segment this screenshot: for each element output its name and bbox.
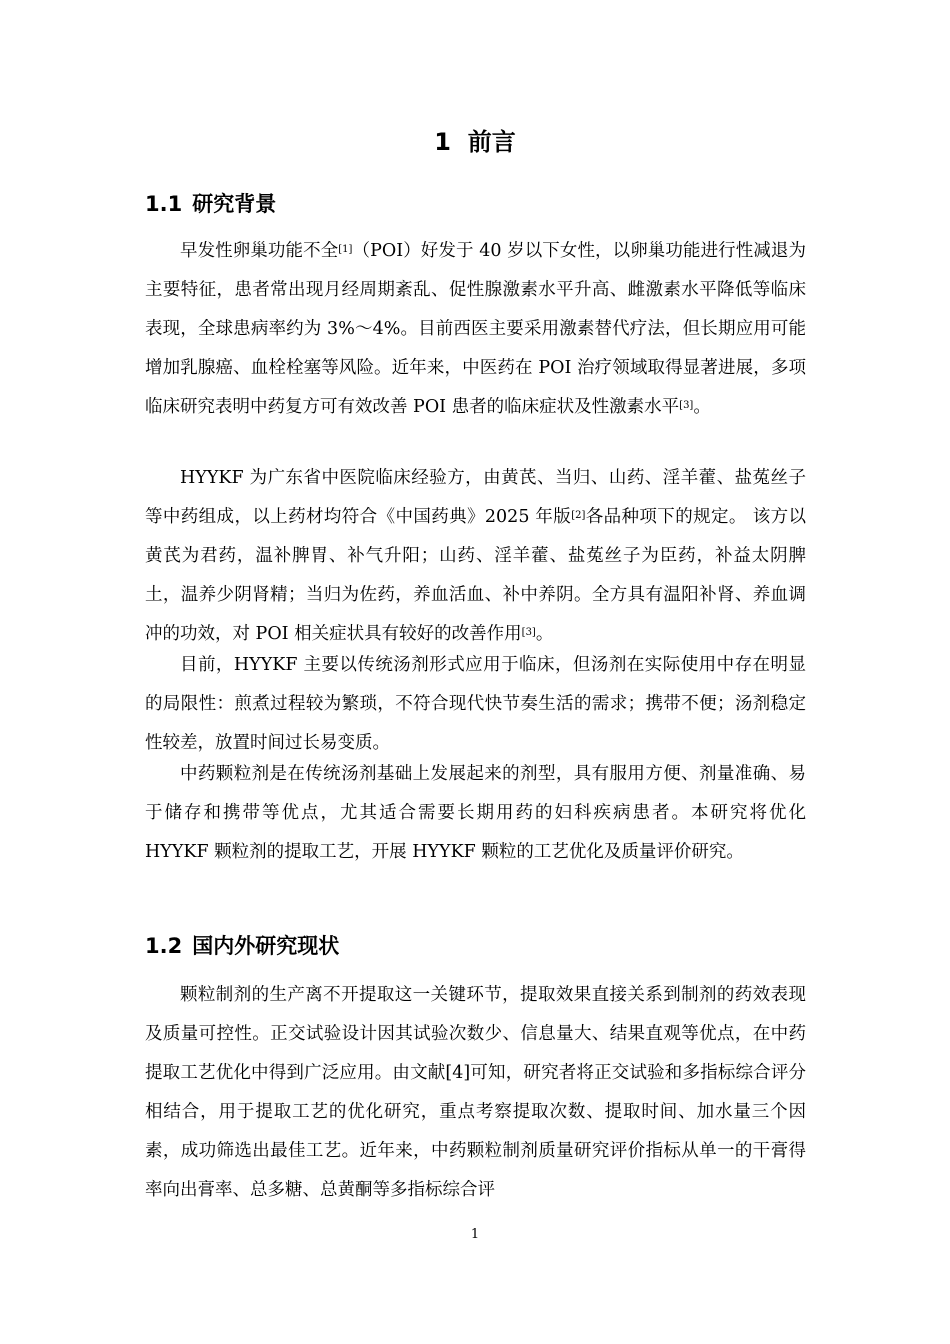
- chapter-heading: 前言: [467, 128, 516, 156]
- citation: [2]: [571, 510, 586, 521]
- paragraph: 中药颗粒剂是在传统汤剂基础上发展起来的剂型，具有服用方便、剂量准确、易于储存和携带等优点，尤其适合需要长期用药的妇科疾病患者。本研究将优化 HYYKF 颗粒剂的提取工艺，开展 HYYKF 颗粒的工艺优化及质量评价研究。: [145, 764, 806, 862]
- section-title-research-status: [145, 930, 825, 962]
- paragraph: 早发性卵巢功能不全[1]（POI）好发于 40 岁以下女性，以卵巢功能进行性减退为主要特征，患者常出现月经周期紊乱、促性腺激素水平升高、雌激素水平降低等临床表现，全球患病率约为 3%～4%。目前西医主要采用激素替代疗法，但长期应用可能增加乳腺癌、血栓栓塞等风险。近年来，中医药在 POI 治疗领域取得显著进展，多项临床研究表明中药复方可有效改善 POI 患者的临床症状及性激素水平[3]。: [145, 241, 806, 417]
- section-number: 1.2: [145, 934, 183, 958]
- chapter-number: 1: [434, 128, 451, 156]
- paragraph: 目前，HYYKF 主要以传统汤剂形式应用于临床，但汤剂在实际使用中存在明显的局限性：煎煮过程较为繁琐，不符合现代快节奏生活的需求；携带不便；汤剂稳定性较差，放置时间过长易变质。: [145, 655, 806, 753]
- page-number: 1: [470, 1227, 480, 1242]
- paragraph: HYYKF 为广东省中医院临床经验方，由黄芪、当归、山药、淫羊藿、盐菟丝子等中药组成，以上药材均符合《中国药典》2025 年版[2]各品种项下的规定。 该方以黄芪为君药，温补脾胃、补气升阳；山药、淫羊藿、盐菟丝子为臣药，补益太阴脾土，温养少阴肾精；当归为佐药，养血活血、补中养阴。全方具有温阳补肾、养血调冲的功效，对 POI 相关症状具有较好的改善作用[3]。: [145, 468, 806, 644]
- section-number: 1.1: [145, 192, 183, 216]
- citation: [3]: [521, 627, 536, 638]
- citation: [1]: [338, 244, 353, 255]
- citation: [3]: [679, 400, 694, 411]
- section-heading: 研究背景: [192, 192, 277, 216]
- paragraph: 颗粒制剂的生产离不开提取这一关键环节，提取效果直接关系到制剂的药效表现及质量可控性。正交试验设计因其试验次数少、信息量大、结果直观等优点，在中药提取工艺优化中得到广泛应用。由文献[4]可知，研究者将正交试验和多指标综合评分相结合，用于提取工艺的优化研究，重点考察提取次数、提取时间、加水量三个因素，成功筛选出最佳工艺。近年来，中药颗粒制剂质量研究评价指标从单一的干膏得率向出膏率、总多糖、总黄酮等多指标综合评: [145, 985, 806, 1200]
- chapter-title: [0, 122, 950, 162]
- section-title-background: [145, 188, 825, 220]
- section-heading: 国内外研究现状: [192, 934, 340, 958]
